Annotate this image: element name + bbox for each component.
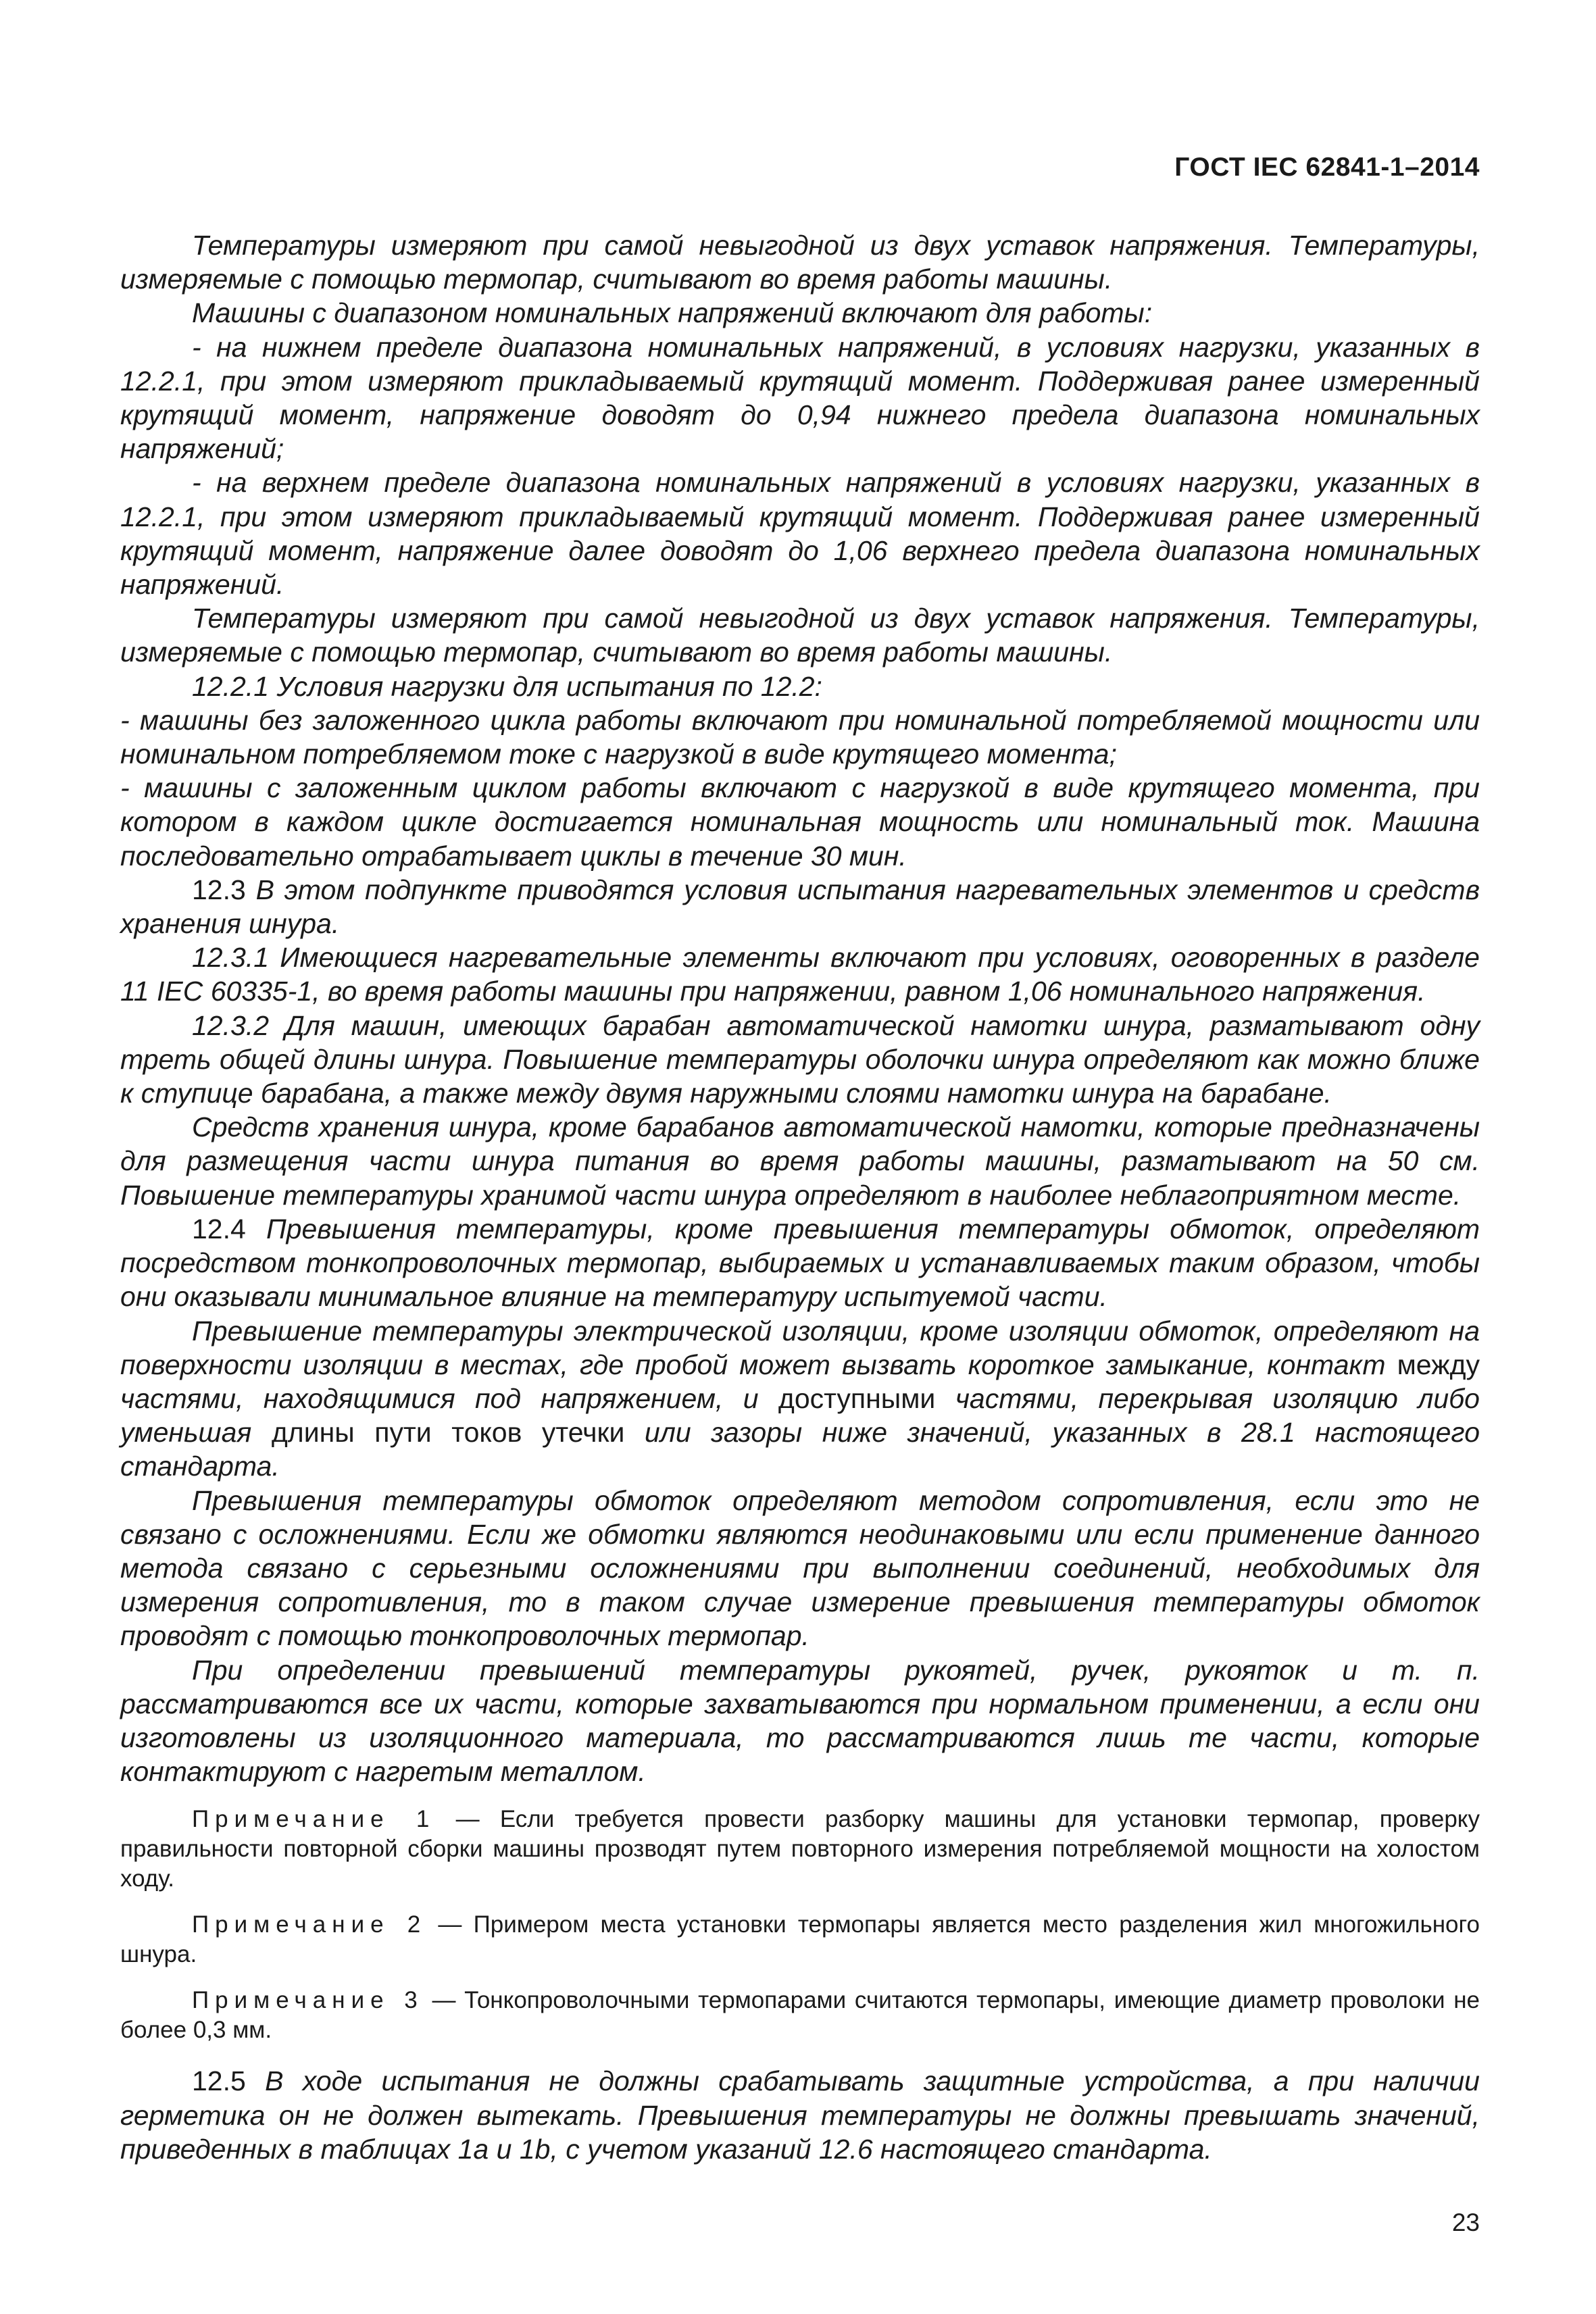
text-run-upright: доступными xyxy=(758,1382,955,1414)
note-text: — Примером места установки термопары является место разделения жил многожильного шнура. xyxy=(120,1911,1480,1968)
paragraph: 12.3.1 Имеющиеся нагревательные элементы включают при условиях, оговоренных в разделе 11 IEC 60335-1, во время работы машины при напряжении, равном 1,06 номинального напряжения. xyxy=(120,942,1480,1007)
note-1 xyxy=(120,1805,1480,1894)
list-item: - машины без заложенного цикла работы включают при номинальной потребляемой мощности или номинальном потребляемом токе с нагрузкой в виде крутящего момента; xyxy=(120,704,1480,770)
paragraph: При определении превышений температуры рукоятей, ручек, рукояток и т. п. рассматриваются все их части, которые захватываются при нормальном применении, а если они изготовлены из изоляционного материала, то рассматриваются лишь те части, которые контактируют с нагретым металлом. xyxy=(120,1654,1480,1788)
note-label: Примечание 3 xyxy=(192,1987,424,2014)
paragraph: 12.3.2 Для машин, имеющих барабан автоматической намотки шнура, разматывают одну треть общей длины шнура. Повышение температуры оболочки шнура определяют как можно ближе к ступице барабана, а также между двумя наружными слоями намотки шнура на барабане. xyxy=(120,1009,1480,1109)
note-text: — Тонкопроволочными термопарами считаются термопары, имеющие диаметр проволоки не более 0,3 мм. xyxy=(120,1987,1480,2044)
clause-12-5 xyxy=(120,2064,1480,2166)
clause-number: 12.5 xyxy=(192,2065,246,2097)
text-run: Превышение температуры электрической изоляции, кроме изоляции обмоток, определяют на поверхности изоляции в местах, где пробой может вызвать короткое замыкание, контакт xyxy=(120,1315,1480,1380)
clause-number: 12.3 xyxy=(192,874,246,905)
paragraph: Температуры измеряют при самой невыгодной из двух уставок напряжения. Температуры, измеряемые с помощью термопар, считывают во время работы машины. xyxy=(120,230,1480,295)
list-item: - на нижнем пределе диапазона номинальных напряжений, в условиях нагрузки, указанных в 12.2.1, при этом измеряют прикладываемый крутящий момент. Поддерживая ранее измеренный крутящий момент, напряжение доводят до 0,94 нижнего предела диапазона номинальных напряжений; xyxy=(120,331,1480,465)
document-header: ГОСТ IEC 62841-1–2014 xyxy=(1174,153,1480,182)
clause-number: 12.4 xyxy=(192,1213,246,1244)
clause-text: Превышения температуры, кроме превышения температуры обмоток, определяют посредством тонкопроволочных термопар, выбираемых и устанавливаемых таким образом, чтобы они оказывали минимальное влияние на температуру испытуемой части. xyxy=(120,1213,1480,1313)
text-run-upright: длины пути токов утечки xyxy=(251,1417,645,1449)
list-item: - машины с заложенным циклом работы включают с нагрузкой в виде крутящего момента, при котором в каждом цикле достигается номинальная мощность или номинальный ток. Машина последовательно отрабатывает циклы в течение 30 мин. xyxy=(120,772,1480,872)
text-run-upright: между xyxy=(1385,1349,1480,1380)
document-page xyxy=(120,0,1480,2314)
paragraph: Превышения температуры обмоток определяют методом сопротивления, если это не связано с осложнениями. Если же обмотки являются неодинаковыми или если применение данного метода связано с серьезными осложнениями при выполнении соединений, необходимых для измерения сопротивления, то в таком случае измерение превышения температуры обмоток проводят с помощью тонкопроволочных термопар. xyxy=(120,1484,1480,1652)
note-text: — Если требуется провести разборку машины для установки термопар, проверку правильности повторной сборки машины прозводят путем повторного измерения потребляемой мощности на холостом ходу. xyxy=(120,1806,1480,1892)
subclause-heading: 12.2.1 Условия нагрузки для испытания по 12.2: xyxy=(192,670,822,702)
clause-text: В ходе испытания не должны срабатывать защитные устройства, а при наличии герметика он не должен вытекать. Превышения температуры не должны превышать значений, приведенных в таблицах 1a и 1b, с учетом указаний 12.6 настоящего стандарта. xyxy=(120,2065,1480,2165)
clause-text: В этом подпункте приводятся условия испытания нагревательных элементов и средств хранения шнура. xyxy=(120,874,1480,940)
note-label: Примечание 2 xyxy=(192,1911,427,1938)
clause-12-3 xyxy=(120,873,1480,940)
clause-12-4 xyxy=(120,1212,1480,1314)
note-label: Примечание 1 xyxy=(192,1806,436,1833)
paragraph: Средств хранения шнура, кроме барабанов автоматической намотки, которые предназначены для размещения части шнура питания во время работы машины, разматывают на 50 см. Повышение температуры хранимой части шнура определяют в наиболее неблагоприятном месте. xyxy=(120,1111,1480,1211)
note-3 xyxy=(120,1986,1480,2045)
note-2 xyxy=(120,1910,1480,1969)
list-item: - на верхнем пределе диапазона номинальных напряжений в условиях нагрузки, указанных в 12.2.1, при этом измеряют прикладываемый крутящий момент. Поддерживая ранее измеренный крутящий момент, напряжение далее доводят до 1,06 верхнего предела диапазона номинальных напряжений. xyxy=(120,467,1480,601)
document-body xyxy=(120,228,1480,2166)
text-run: частями, находящимися под напряжением, и xyxy=(120,1382,759,1414)
text-run: или зазоры ниже значений, указанных в 28.1 настоящего стандарта. xyxy=(120,1417,1480,1482)
paragraph: Машины с диапазоном номинальных напряжений включают для работы: xyxy=(192,297,1153,329)
text-run: частями, перекрывая изоляцию либо уменьшая xyxy=(120,1382,1480,1449)
page-number: 23 xyxy=(1451,2209,1480,2236)
paragraph-insulation xyxy=(120,1314,1480,1484)
paragraph: Температуры измеряют при самой невыгодной из двух уставок напряжения. Температуры, измеряемые с помощью термопар, считывают во время работы машины. xyxy=(120,603,1480,668)
